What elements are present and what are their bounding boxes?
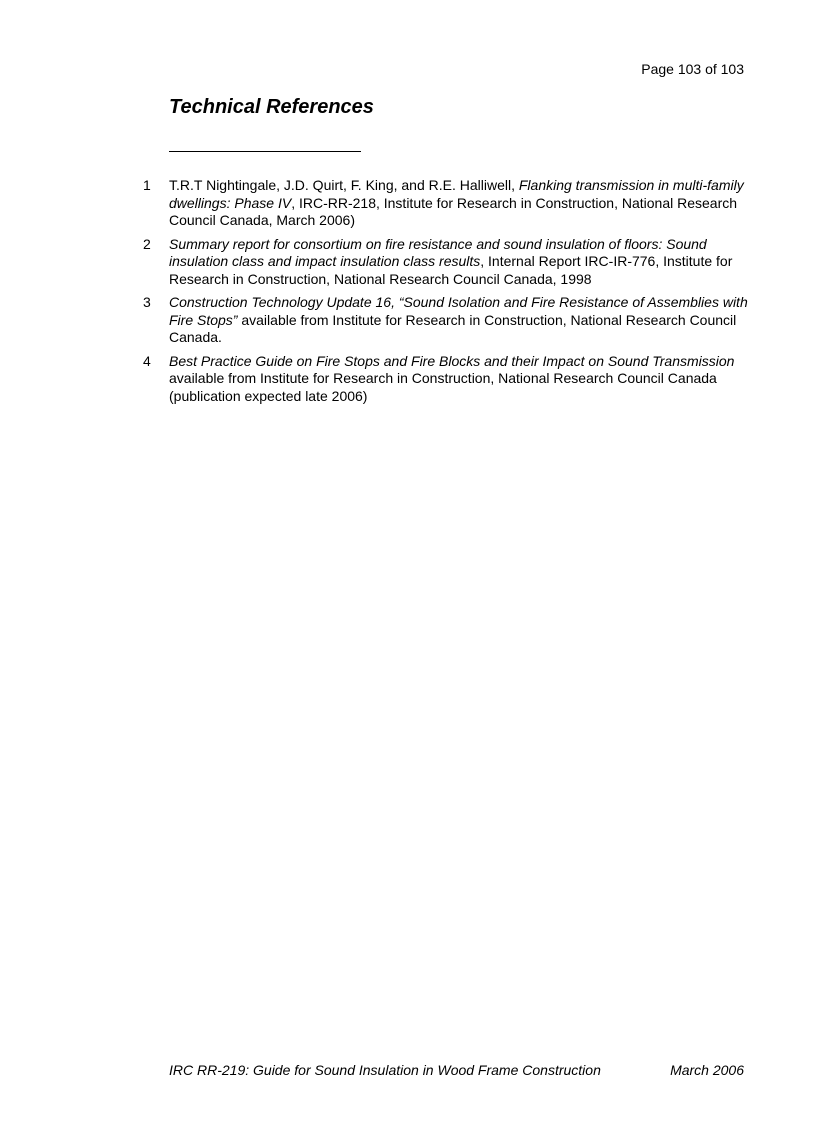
reference-title: Summary report for consortium on fire resistance and sound insulation of floors: Sound insulation class and impact insulation class results bbox=[169, 235, 707, 269]
title-underline-rule bbox=[169, 151, 361, 152]
reference-number: 1 bbox=[143, 177, 151, 193]
page-footer bbox=[169, 1062, 744, 1079]
reference-item-2 bbox=[143, 235, 749, 289]
page-number: Page 103 of 103 bbox=[641, 61, 744, 77]
reference-text bbox=[169, 353, 749, 406]
footer-document-title: IRC RR-219: Guide for Sound Insulation in Wood Frame Construction bbox=[169, 1062, 601, 1078]
reference-details: available from Institute for Research in Construction, National Research Council Canada (publication expected late 2006) bbox=[169, 370, 717, 404]
reference-details: , Internal Report IRC-IR-776, Institute for Research in Construction, National Research Council Canada, 1998 bbox=[169, 253, 733, 287]
reference-text bbox=[169, 177, 749, 230]
reference-details: , IRC-RR-218, Institute for Research in Construction, National Research Council Canada, March 2006) bbox=[169, 194, 738, 228]
reference-authors: T.R.T Nightingale, J.D. Quirt, F. King, and R.E. Halliwell, bbox=[169, 177, 519, 193]
reference-item-4 bbox=[143, 352, 749, 406]
reference-list bbox=[143, 177, 749, 411]
reference-item-3 bbox=[143, 294, 749, 347]
reference-text bbox=[169, 294, 749, 347]
reference-item-1 bbox=[143, 177, 749, 230]
footer-date: March 2006 bbox=[670, 1062, 744, 1078]
reference-details: available from Institute for Research in Construction, National Research Council Canada. bbox=[169, 311, 737, 345]
reference-title: Best Practice Guide on Fire Stops and Fire Blocks and their Impact on Sound Transmission bbox=[169, 352, 735, 369]
reference-number: 3 bbox=[143, 294, 151, 310]
reference-title: Construction Technology Update 16, “Sound Isolation and Fire Resistance of Assemblies with Fire Stops” bbox=[169, 294, 748, 328]
section-title: Technical References bbox=[169, 96, 374, 118]
reference-title: Flanking transmission in multi-family dwellings: Phase IV bbox=[169, 177, 744, 211]
reference-text bbox=[169, 236, 749, 289]
reference-number: 4 bbox=[143, 352, 151, 369]
reference-number: 2 bbox=[143, 235, 151, 252]
